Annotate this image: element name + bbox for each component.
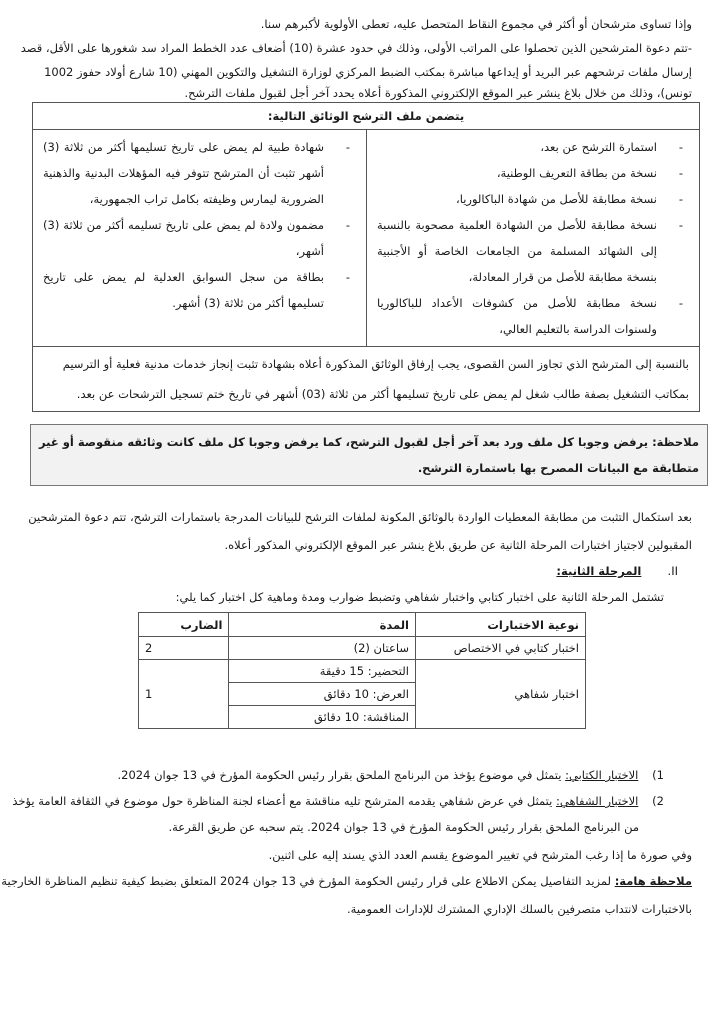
rejection-note-box: ملاحظة: يرفض وجوبا كل ملف ورد بعد آخر أجل لقبول الترشح، كما يرفض وجوبا كل ملف كانت وثائقه منقوصة أو غير متطابقة مع البيانات المصرح بها باستمارة الترشح. [30,424,708,486]
documents-right-column [366,130,699,346]
bullet-dash: - [345,140,350,154]
documents-left-column [33,130,366,346]
document-item: - نسخة من بطاقة التعريف الوطنية، [377,160,689,186]
document-item: - بطاقة من سجل السوابق العدلية لم يمض على تاريخ تسليمها أكثر من ثلاثة (3) أشهر. [43,264,356,316]
oral-test-label: الاختبار الشفاهي: [556,794,639,808]
bullet-dash: - [678,218,683,232]
document-item: - نسخة مطابقة للأصل من شهادة الباكالوريا، [377,186,689,212]
oral-test-detail: 2) الاختبار الشفاهي: يتمثل في عرض شفاهي يقدمه المترشح تليه مناقشة مع أعضاء لجنة المناظرة حول موضوع في الثقافة العامة يؤخذ [12,794,664,808]
oral-test-continuation: من البرنامج الملحق بقرار رئيس الحكومة المؤرخ في 13 جوان 2024. يتم سحبه عن طريق القرعة. [168,820,639,834]
section-number: II. [667,564,678,578]
document-item: - نسخة مطابقة للأصل من الشهادة العلمية مصحوبة بالنسبة إلى الشهائد المسلمة من الجامعات الخاصة أو الأجنبية بنسخة مطابقة للأصل من قرار المعادلة، [377,212,689,290]
section-2-intro: تشتمل المرحلة الثانية على اختبار كتابي واختبار شفاهي وتضبط ضوارب ومدة وماهية كل اختبار كما يلي: [175,590,664,604]
duration-cell: ساعتان (2) [229,637,416,660]
important-note: ملاحظة هامة: لمزيد التفاصيل يمكن الاطلاع على قرار رئيس الحكومة المؤرخ في 13 جوان 2024 المتعلق بضبط كيفية تنظيم المناظرة الخارجية [1,874,692,888]
tests-table [138,612,586,729]
written-test-detail: 1) الاختبار الكتابي: يتمثل في موضوع يؤخذ من البرنامج الملحق بقرار رئيس الحكومة المؤرخ في 13 جوان 2024. [117,768,664,782]
table-row [139,637,586,660]
bullet-dash: - [345,218,350,232]
verification-line-2: المقبولين لاجتياز اختبارات المرحلة الثانية عن طريق بلاغ ينشر عبر الموقع الإلكتروني المذكور أعلاه. [224,538,692,552]
coefficient-cell: 1 [139,660,229,729]
coefficient-cell: 2 [139,637,229,660]
section-title: المرحلة الثانية: [556,564,642,578]
document-item: - استمارة الترشح عن بعد، [377,134,689,160]
document-item: - مضمون ولادة لم يمض على تاريخ تسليمه أكثر من ثلاثة (3) أشهر، [43,212,356,264]
header-test-type: نوعية الاختبارات [415,613,585,637]
bullet-dash: - [345,270,350,284]
verification-line-1: بعد استكمال التثبت من مطابقة المعطيات الواردة بالوثائق المكونة لملفات الترشح للبيانات المدرجة باستمارات الترشح، تتم دعوة المترشحين [28,510,692,524]
document-item: - نسخة مطابقة للأصل من كشوفات الأعداد للباكالوريا ولسنوات الدراسة بالتعليم العالي، [377,290,689,342]
documents-table-footer: بالنسبة إلى المترشح الذي تجاوز السن القصوى، يجب إرفاق الوثائق المذكورة أعلاه بشهادة تثبت إنجاز خدمات مدنية فعلية أو الترسيم بمكاتب التشغيل بصفة طالب شغل لم يمض على تاريخ تسليمها أكثر من ثلاثة (03) أشهر في تاريخ ختم تسجيل الترشحات عن بعد. [62,357,689,401]
header-duration: المدة [229,613,416,637]
header-coefficient: الضارب [139,613,229,637]
bullet-dash: - [678,296,683,310]
tests-table-header-row [139,613,586,637]
duration-cell: التحضير: 15 دقيقة [229,660,416,683]
duration-cell: العرض: 10 دقائق [229,683,416,706]
test-type-cell: اختبار كتابي في الاختصاص [415,637,585,660]
duration-cell: المناقشة: 10 دقائق [229,706,416,729]
bullet-dash: - [678,192,683,206]
important-note-label: ملاحظة هامة: [614,874,692,888]
documents-table-title: يتضمن ملف الترشح الوثائق التالية: [33,103,699,130]
invitation-line-2: إرسال ملفات ترشحهم عبر البريد أو إيداعها مباشرة بمكتب الضبط المركزي لوزارة التشغيل والتكوين المهني (10 شارع أولاد حفوز 1002 [44,65,692,79]
important-note-line-2: بالاختبارات لانتداب متصرفين بالسلك الإداري المشترك للإدارات العمومية. [347,902,692,916]
invitation-line-3: تونس)، وذلك من خلال بلاغ ينشر عبر الموقع الإلكتروني المذكورة أعلاه يحدد آخر أجل لقبول ملفات الترشح. [184,86,692,100]
written-test-label: الاختبار الكتابي: [565,768,639,782]
document-item: - شهادة طبية لم يمض على تاريخ تسليمها أكثر من ثلاثة (3) أشهر تثبت أن المترشح تتوفر فيه المؤهلات البدنية والذهنية الضرورية ليمارس وظيفته بكامل تراب الجمهورية، [43,134,356,212]
invitation-line-1: -تتم دعوة المترشحين الذين تحصلوا على المراتب الأولى، وذلك في حدود عشرة (10) أضعاف عدد الخطط المراد سد شغورها على الأقل، قصد [20,41,692,55]
required-documents-table [32,102,700,412]
documents-columns [33,130,699,347]
bullet-dash: - [678,140,683,154]
tie-rule-paragraph: وإذا تساوى مترشحان أو أكثر في مجموع النقاط المتحصل عليه، تعطى الأولوية لأكبرهم سنا. [260,17,692,31]
topic-change-paragraph: وفي صورة ما إذا رغب المترشح في تغيير الموضوع يقسم العدد الذي يسند إليه على اثنين. [268,848,692,862]
test-type-cell: اختبار شفاهي [415,660,585,729]
table-row [139,660,586,683]
bullet-dash: - [678,166,683,180]
